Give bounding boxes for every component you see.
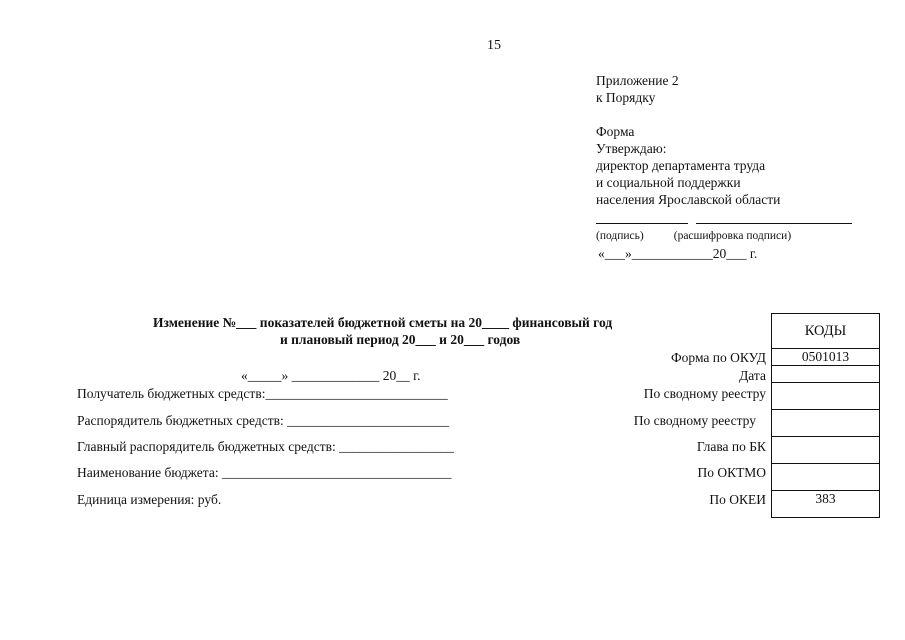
budget-name-field: Наименование бюджета: __________________________________ bbox=[77, 465, 452, 480]
budget-manager-field: Распорядитель бюджетных средств: ________________________ bbox=[77, 413, 450, 428]
codes-header: КОДЫ bbox=[772, 314, 880, 349]
decipher-caption: (расшифровка подписи) bbox=[673, 230, 792, 242]
okud-label: Форма по ОКУД bbox=[670, 350, 766, 365]
approval-block bbox=[596, 72, 780, 208]
okei-code-cell[interactable]: 383 bbox=[772, 491, 880, 518]
signature-caption: (подпись) bbox=[596, 230, 644, 242]
glava-code-cell[interactable] bbox=[772, 437, 880, 464]
approver-position-2: и социальной поддержки bbox=[596, 175, 741, 190]
signature-captions bbox=[596, 230, 791, 243]
page-number: 15 bbox=[487, 38, 501, 53]
okud-code-cell[interactable]: 0501013 bbox=[772, 349, 880, 366]
approval-date-line: «___»____________20___ г. bbox=[598, 246, 758, 261]
approver-position-3: населения Ярославской области bbox=[596, 192, 781, 207]
approve-label: Утверждаю: bbox=[596, 141, 667, 156]
unit-of-measure-field: Единица измерения: руб. bbox=[77, 492, 222, 507]
registry-label-2: По сводному реестру bbox=[633, 413, 756, 428]
budget-recipient-field: Получатель бюджетных средств:___________________________ bbox=[77, 386, 448, 401]
document-title-line-2: и плановый период 20___ и 20___ годов bbox=[280, 332, 521, 347]
chief-budget-manager-field: Главный распорядитель бюджетных средств: _________________ bbox=[77, 439, 454, 454]
signature-decipher-line bbox=[696, 209, 852, 224]
document-title-line-1: Изменение №___ показателей бюджетной сметы на 20____ финансовый год bbox=[153, 315, 613, 330]
approver-position-1: директор департамента труда bbox=[596, 158, 766, 173]
oktmo-code-cell[interactable] bbox=[772, 464, 880, 491]
to-order-label: к Порядку bbox=[596, 90, 656, 105]
glava-bk-label: Глава по БК bbox=[696, 439, 766, 454]
registry-label-1: По сводному реестру bbox=[643, 386, 766, 401]
appendix-label: Приложение 2 bbox=[596, 73, 679, 88]
registry-code-cell-1[interactable] bbox=[772, 383, 880, 410]
date-code-cell[interactable] bbox=[772, 366, 880, 383]
codes-table bbox=[771, 313, 880, 518]
signature-line bbox=[596, 209, 688, 224]
date-label: Дата bbox=[739, 368, 766, 383]
oktmo-label: По ОКТМО bbox=[697, 465, 766, 480]
form-label: Форма bbox=[596, 124, 635, 139]
document-date-line: «_____» _____________ 20__ г. bbox=[241, 368, 421, 383]
registry-code-cell-2[interactable] bbox=[772, 410, 880, 437]
okei-label: По ОКЕИ bbox=[709, 492, 766, 507]
